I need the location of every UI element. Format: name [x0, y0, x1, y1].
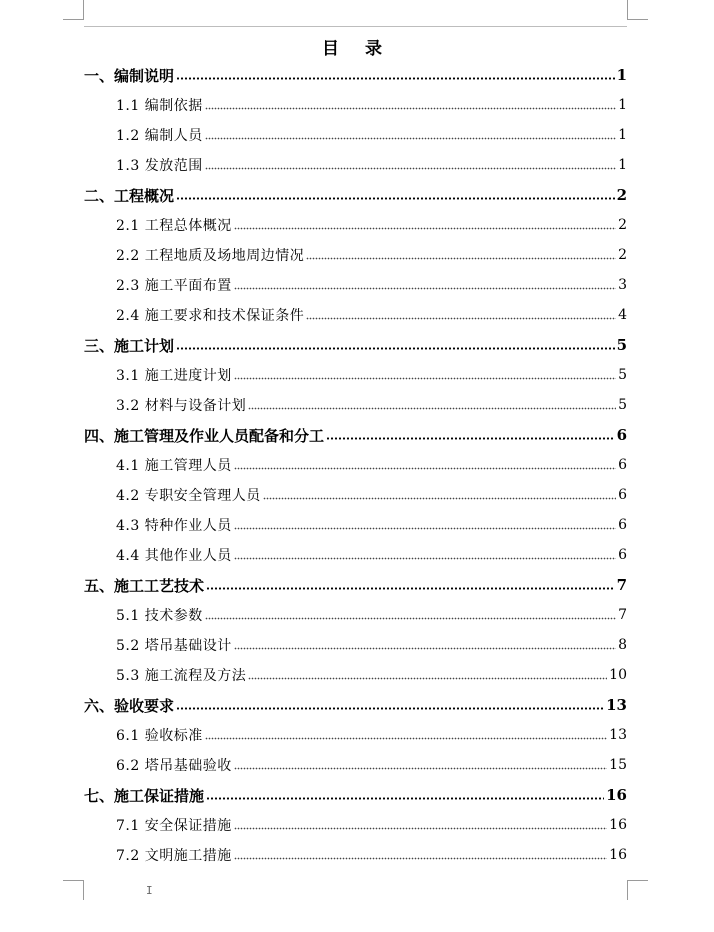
toc-entry-label: 4.1 施工管理人员	[116, 458, 232, 474]
toc-entry-label: 五、施工工艺技术	[84, 576, 205, 595]
toc-leader-dots	[176, 77, 615, 80]
toc-section-entry[interactable]	[116, 360, 627, 390]
toc-entry-label: 六、验收要求	[84, 696, 175, 715]
toc-entry-label: 三、施工计划	[84, 336, 175, 355]
crop-mark-bottom-left-h	[63, 880, 84, 881]
toc-leader-dots	[234, 467, 616, 470]
toc-leader-dots	[234, 767, 607, 770]
crop-mark-top-left-v	[83, 0, 84, 20]
header-rule	[84, 26, 627, 27]
crop-mark-bottom-left-v	[83, 880, 84, 900]
toc-leader-dots	[205, 137, 616, 140]
toc-leader-dots	[206, 797, 604, 800]
toc-section-entry[interactable]	[116, 450, 627, 480]
toc-chapter-entry[interactable]	[84, 690, 627, 720]
toc-section-entry[interactable]	[116, 120, 627, 150]
toc-entry-label: 2.1 工程总体概况	[116, 218, 232, 234]
toc-page-number: 1	[618, 157, 627, 173]
toc-section-entry[interactable]	[116, 90, 627, 120]
toc-leader-dots	[234, 377, 616, 380]
toc-entry-label: 5.1 技术参数	[116, 608, 203, 624]
toc-entry-label: 3.1 施工进度计划	[116, 368, 232, 384]
toc-section-entry[interactable]	[116, 600, 627, 630]
toc-page-number: 15	[609, 757, 627, 773]
toc-section-entry[interactable]	[116, 300, 627, 330]
toc-leader-dots	[234, 227, 616, 230]
toc-chapter-entry[interactable]	[84, 180, 627, 210]
toc-chapter-entry[interactable]	[84, 570, 627, 600]
toc-page-number: 10	[609, 667, 627, 683]
toc-leader-dots	[263, 497, 616, 500]
toc-entry-label: 1.1 编制依据	[116, 98, 203, 114]
toc-chapter-entry[interactable]	[84, 420, 627, 450]
toc-page-number: 6	[618, 517, 627, 533]
toc-page-number: 8	[618, 637, 627, 653]
toc-leader-dots	[205, 167, 616, 170]
toc-leader-dots	[306, 317, 616, 320]
crop-mark-bottom-right-v	[627, 880, 628, 900]
toc-leader-dots	[205, 107, 616, 110]
toc-entry-label: 2.2 工程地质及场地周边情况	[116, 248, 305, 264]
toc-section-entry[interactable]	[116, 840, 627, 870]
toc-page-number: 16	[606, 786, 627, 804]
toc-entry-label: 4.3 特种作业人员	[116, 518, 232, 534]
crop-mark-bottom-right-h	[627, 880, 648, 881]
toc-page-number: 2	[618, 247, 627, 263]
toc-page-number: 2	[618, 217, 627, 233]
toc-page-number: 1	[618, 127, 627, 143]
toc-section-entry[interactable]	[116, 810, 627, 840]
toc-section-entry[interactable]	[116, 750, 627, 780]
toc-leader-dots	[234, 527, 616, 530]
crop-mark-top-right-v	[627, 0, 628, 20]
toc-leader-dots	[306, 257, 616, 260]
toc-section-entry[interactable]	[116, 150, 627, 180]
toc-entry-label: 4.4 其他作业人员	[116, 548, 232, 564]
page-title: 目 录	[322, 39, 392, 59]
toc-page-number: 1	[618, 97, 627, 113]
toc-page-number: 6	[618, 457, 627, 473]
toc-chapter-entry[interactable]	[84, 60, 627, 90]
toc-entry-label: 七、施工保证措施	[84, 786, 205, 805]
toc-leader-dots	[176, 347, 615, 350]
toc-entry-label: 4.2 专职安全管理人员	[116, 488, 261, 504]
toc-entry-label: 5.3 施工流程及方法	[116, 668, 247, 684]
toc-section-entry[interactable]	[116, 270, 627, 300]
toc-page-number: 13	[609, 727, 627, 743]
toc-page-number: 5	[618, 367, 627, 383]
toc-page-number: 6	[616, 426, 627, 444]
toc-page-number: 1	[616, 66, 627, 84]
crop-mark-top-left-h	[63, 19, 84, 20]
toc-page-number: 2	[616, 186, 627, 204]
toc-leader-dots	[205, 617, 616, 620]
toc-section-entry[interactable]	[116, 510, 627, 540]
toc-leader-dots	[176, 707, 604, 710]
text-cursor-icon: I	[146, 884, 153, 897]
toc-chapter-entry[interactable]	[84, 780, 627, 810]
toc-entry-label: 7.1 安全保证措施	[116, 818, 232, 834]
toc-page-number: 6	[618, 487, 627, 503]
toc-page-number: 7	[618, 607, 627, 623]
toc-page-number: 16	[609, 847, 627, 863]
toc-leader-dots	[205, 737, 607, 740]
toc-leader-dots	[176, 197, 615, 200]
toc-page-number: 5	[618, 397, 627, 413]
toc-entry-label: 一、编制说明	[84, 66, 175, 85]
toc-entry-label: 二、工程概况	[84, 186, 175, 205]
toc-leader-dots	[206, 587, 615, 590]
toc-page-number: 5	[616, 336, 627, 354]
toc-entry-label: 5.2 塔吊基础设计	[116, 638, 232, 654]
toc-section-entry[interactable]	[116, 660, 627, 690]
toc-entry-label: 3.2 材料与设备计划	[116, 398, 247, 414]
toc-page-number: 3	[618, 277, 627, 293]
toc-entry-label: 6.2 塔吊基础验收	[116, 758, 232, 774]
toc-leader-dots	[234, 557, 616, 560]
toc-entry-label: 1.2 编制人员	[116, 128, 203, 144]
toc-section-entry[interactable]	[116, 480, 627, 510]
toc-section-entry[interactable]	[116, 720, 627, 750]
toc-page-number: 4	[618, 307, 627, 323]
toc-page-number: 6	[618, 547, 627, 563]
toc-leader-dots	[248, 407, 616, 410]
toc-section-entry[interactable]	[116, 540, 627, 570]
toc-leader-dots	[234, 857, 607, 860]
toc-entry-label: 6.1 验收标准	[116, 728, 203, 744]
toc-section-entry[interactable]	[116, 240, 627, 270]
toc-entry-label: 2.3 施工平面布置	[116, 278, 232, 294]
crop-mark-top-right-h	[627, 19, 648, 20]
toc-entry-label: 四、施工管理及作业人员配备和分工	[84, 426, 325, 445]
toc-page-number: 7	[616, 576, 627, 594]
toc-page-number: 13	[606, 696, 627, 714]
toc-page-number: 16	[609, 817, 627, 833]
toc-entry-label: 1.3 发放范围	[116, 158, 203, 174]
toc-section-entry[interactable]	[116, 210, 627, 240]
toc-section-entry[interactable]	[116, 630, 627, 660]
toc-leader-dots	[234, 287, 616, 290]
toc-leader-dots	[234, 827, 607, 830]
toc-leader-dots	[248, 677, 607, 680]
toc-leader-dots	[234, 647, 616, 650]
toc-entry-label: 2.4 施工要求和技术保证条件	[116, 308, 305, 324]
toc-leader-dots	[326, 437, 615, 440]
toc-chapter-entry[interactable]	[84, 330, 627, 360]
toc-entry-label: 7.2 文明施工措施	[116, 848, 232, 864]
toc-section-entry[interactable]	[116, 390, 627, 420]
